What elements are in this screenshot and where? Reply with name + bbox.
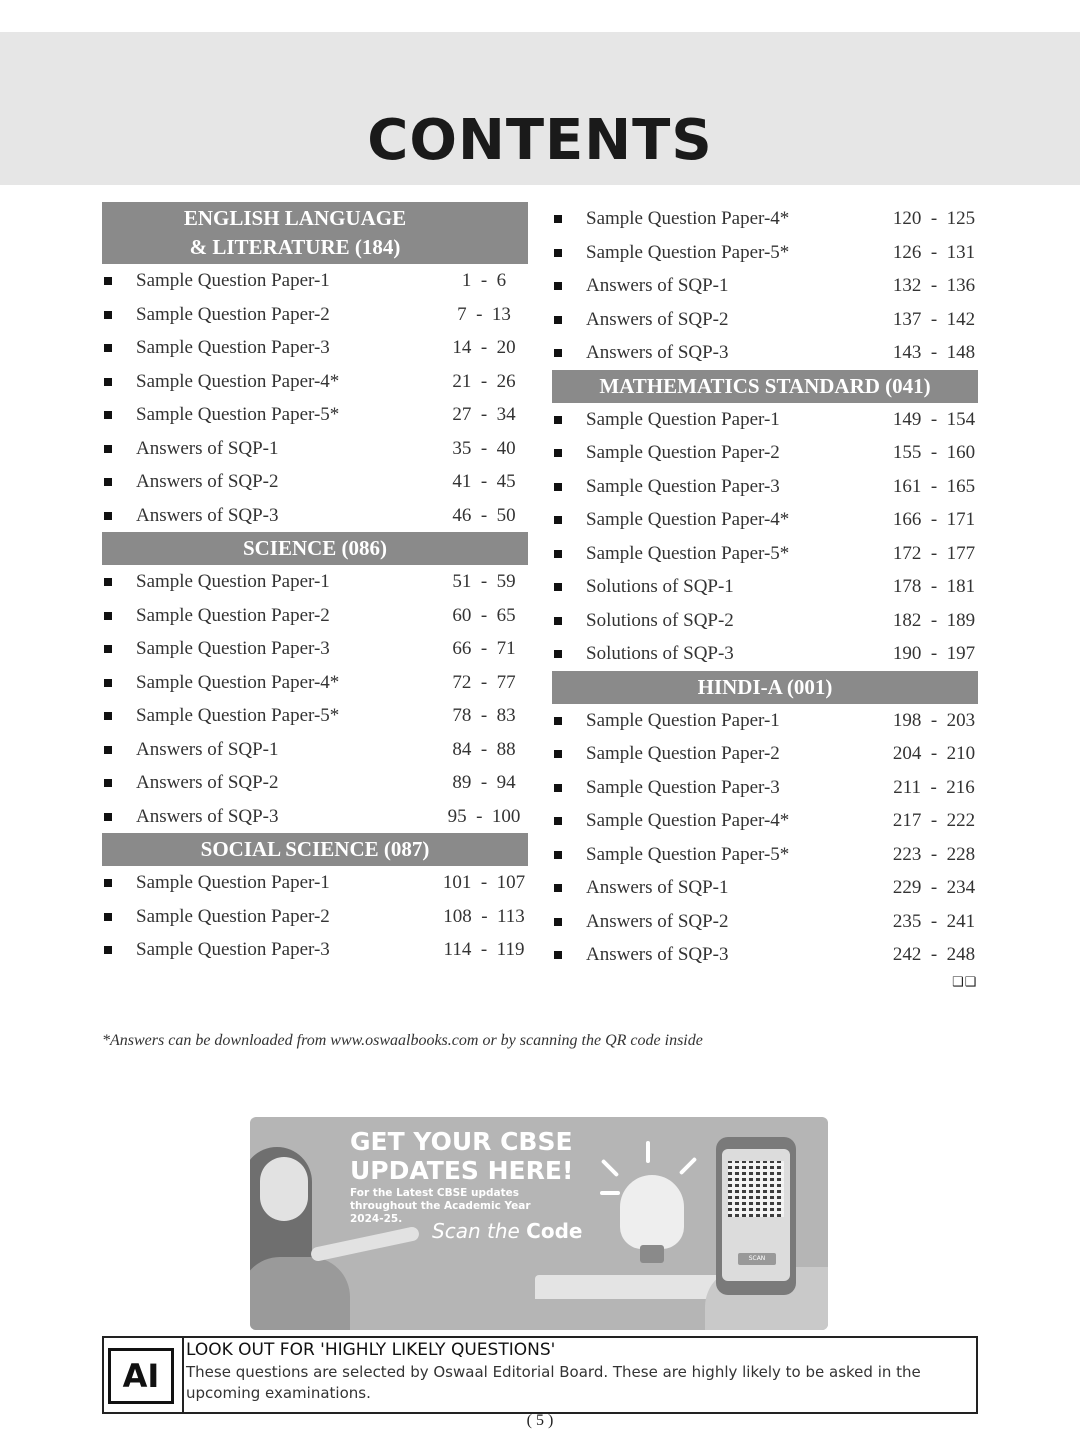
entry-label: Sample Question Paper-5* (136, 705, 340, 726)
square-bullet-icon (554, 449, 562, 457)
contents-entry[interactable] (552, 303, 978, 337)
entry-label: Sample Question Paper-5* (586, 843, 790, 865)
square-bullet-icon (104, 746, 112, 754)
entry-page-range: 132 - 136 (892, 275, 976, 296)
highly-likely-questions-box (102, 1336, 978, 1414)
contents-column-left (102, 202, 528, 967)
light-ray (600, 1191, 620, 1195)
section-heading (102, 532, 528, 565)
entry-page-range: 46 - 50 (452, 504, 516, 526)
entry-label: Sample Question Paper-3 (586, 776, 780, 798)
square-bullet-icon (104, 311, 112, 319)
contents-entry[interactable] (102, 432, 528, 466)
square-bullet-icon (554, 817, 562, 825)
square-bullet-icon (554, 416, 562, 424)
promo-banner[interactable] (250, 1117, 828, 1330)
contents-entry[interactable] (552, 436, 978, 470)
entry-label: Answers of SQP-1 (586, 275, 729, 296)
page-number: ( 5 ) (526, 1412, 554, 1429)
entry-page-range: 78 - 83 (452, 705, 516, 726)
square-bullet-icon (104, 578, 112, 586)
square-bullet-icon (554, 349, 562, 357)
section-heading (552, 671, 978, 704)
contents-entry[interactable] (102, 632, 528, 666)
square-bullet-icon (554, 650, 562, 658)
entry-page-range: 60 - 65 (452, 604, 516, 626)
entry-label: Answers of SQP-2 (586, 308, 729, 330)
entry-label: Sample Question Paper-1 (136, 571, 330, 592)
promo-headline: GET YOUR CBSE UPDATES HERE! (350, 1127, 574, 1185)
entry-page-range: 229 - 234 (892, 877, 976, 898)
entry-label: Answers of SQP-3 (586, 944, 729, 965)
square-bullet-icon (104, 277, 112, 285)
square-bullet-icon (104, 411, 112, 419)
square-bullet-icon (104, 378, 112, 386)
entry-page-range: 114 - 119 (443, 939, 525, 960)
square-bullet-icon (104, 946, 112, 954)
entry-label: Sample Question Paper-2 (136, 905, 330, 927)
entry-label: Answers of SQP-1 (586, 877, 729, 898)
footnote: *Answers can be downloaded from www.oswaalbooks.com or by scanning the QR code inside (102, 1032, 703, 1049)
contents-entry[interactable] (552, 503, 978, 537)
section-heading-line: SCIENCE (086) (242, 536, 388, 560)
contents-entry[interactable] (102, 264, 528, 298)
contents-entry[interactable] (102, 666, 528, 700)
contents-entry[interactable] (102, 699, 528, 733)
square-bullet-icon (554, 617, 562, 625)
contents-entry[interactable] (102, 733, 528, 767)
entry-label: Sample Question Paper-4* (136, 671, 340, 693)
entry-label: Sample Question Paper-3 (136, 337, 330, 358)
contents-entry[interactable] (102, 298, 528, 332)
entry-label: Answers of SQP-1 (136, 738, 279, 760)
section-heading (102, 202, 528, 264)
contents-entry[interactable] (552, 336, 978, 370)
contents-entry[interactable] (102, 398, 528, 432)
contents-entry[interactable] (102, 599, 528, 633)
entry-page-range: 14 - 20 (452, 337, 516, 358)
ai-box-heading: LOOK OUT FOR 'HIGHLY LIKELY QUESTIONS' (186, 1340, 556, 1360)
entry-page-range: 101 - 107 (442, 872, 526, 893)
contents-entry[interactable] (552, 871, 978, 905)
entry-label: Sample Question Paper-4* (136, 370, 340, 392)
entry-label: Sample Question Paper-5* (586, 241, 790, 263)
entry-page-range: 108 - 113 (443, 905, 525, 927)
entry-label: Sample Question Paper-2 (586, 743, 780, 764)
girl-body (250, 1257, 350, 1330)
entry-page-range: 204 - 210 (892, 743, 976, 764)
entry-page-range: 242 - 248 (892, 944, 976, 965)
entry-page-range: 178 - 181 (892, 576, 976, 597)
section-heading-line: MATHEMATICS STANDARD (041) (599, 373, 931, 398)
section-heading (102, 833, 528, 866)
entry-page-range: 72 - 77 (452, 671, 516, 693)
entry-page-range: 137 - 142 (892, 308, 976, 330)
contents-entry[interactable] (552, 938, 978, 972)
entry-page-range: 89 - 94 (452, 772, 516, 793)
square-bullet-icon (554, 550, 562, 558)
entry-label: Sample Question Paper-4* (586, 208, 790, 229)
scan-the-code-text: Scan the Code (432, 1219, 583, 1243)
entry-label: Sample Question Paper-2 (136, 604, 330, 626)
section-heading-line: SOCIAL SCIENCE (087) (200, 837, 430, 861)
qr-code-pattern (728, 1161, 784, 1217)
entry-page-range: 217 - 222 (892, 810, 976, 831)
entry-page-range: 41 - 45 (452, 471, 516, 492)
square-bullet-icon (104, 779, 112, 787)
entry-label: Sample Question Paper-2 (586, 442, 780, 463)
contents-entry[interactable] (552, 269, 978, 303)
entry-label: Sample Question Paper-2 (136, 303, 330, 325)
entry-page-range: 161 - 165 (892, 475, 976, 497)
ai-icon: AI (108, 1348, 174, 1404)
entry-label: Sample Question Paper-3 (136, 939, 330, 960)
square-bullet-icon (554, 282, 562, 290)
contents-entry[interactable] (552, 537, 978, 571)
square-bullet-icon (104, 679, 112, 687)
entry-page-range: 190 - 197 (892, 643, 976, 664)
entry-label: Sample Question Paper-1 (586, 709, 780, 731)
contents-entry[interactable] (102, 565, 528, 599)
entry-page-range: 51 - 59 (452, 571, 516, 592)
contents-entry[interactable] (552, 570, 978, 604)
square-bullet-icon (104, 813, 112, 821)
girl-face (260, 1157, 308, 1221)
entry-label: Solutions of SQP-2 (586, 609, 734, 631)
light-ray (646, 1141, 650, 1163)
square-bullet-icon (104, 612, 112, 620)
square-bullet-icon (554, 918, 562, 926)
square-bullet-icon (104, 478, 112, 486)
entry-label: Answers of SQP-1 (136, 437, 279, 459)
section-heading-line: ENGLISH LANGUAGE (183, 206, 407, 230)
square-bullet-icon (554, 851, 562, 859)
contents-entry[interactable] (102, 766, 528, 800)
entry-label: Sample Question Paper-4* (586, 509, 790, 530)
contents-entry[interactable] (102, 933, 528, 967)
entry-page-range: 66 - 71 (452, 638, 516, 659)
entry-label: Solutions of SQP-1 (586, 576, 734, 597)
entry-page-range: 84 - 88 (452, 738, 516, 760)
square-bullet-icon (554, 316, 562, 324)
entry-page-range: 182 - 189 (892, 609, 976, 631)
entry-page-range: 120 - 125 (892, 208, 976, 229)
contents-entry[interactable] (102, 331, 528, 365)
entry-label: Sample Question Paper-1 (586, 408, 780, 430)
contents-entry[interactable] (102, 900, 528, 934)
end-mark: ❑❑ (952, 975, 978, 990)
entry-page-range: 95 - 100 (447, 805, 521, 827)
entry-page-range: 126 - 131 (892, 241, 976, 263)
square-bullet-icon (554, 717, 562, 725)
pointing-arm (310, 1226, 421, 1263)
entry-page-range: 223 - 228 (892, 843, 976, 865)
contents-entry[interactable] (552, 637, 978, 671)
entry-label: Sample Question Paper-5* (586, 542, 790, 564)
square-bullet-icon (554, 884, 562, 892)
entry-label: Sample Question Paper-1 (136, 872, 330, 893)
entry-label: Sample Question Paper-5* (136, 404, 340, 425)
contents-entry[interactable] (552, 737, 978, 771)
entry-page-range: 149 - 154 (892, 408, 976, 430)
contents-entry[interactable] (552, 704, 978, 738)
entry-page-range: 235 - 241 (892, 910, 976, 932)
square-bullet-icon (104, 913, 112, 921)
contents-entry[interactable] (102, 465, 528, 499)
entry-label: Solutions of SQP-3 (586, 643, 734, 664)
square-bullet-icon (554, 483, 562, 491)
contents-entry[interactable] (102, 365, 528, 399)
entry-label: Answers of SQP-2 (136, 471, 279, 492)
entry-page-range: 155 - 160 (892, 442, 976, 463)
square-bullet-icon (104, 344, 112, 352)
contents-entry[interactable] (552, 470, 978, 504)
square-bullet-icon (554, 215, 562, 223)
entry-page-range: 1 - 6 (461, 270, 507, 291)
entry-label: Sample Question Paper-1 (136, 270, 330, 291)
contents-entry[interactable] (552, 804, 978, 838)
light-ray (601, 1159, 619, 1177)
entry-label: Answers of SQP-2 (136, 772, 279, 793)
entry-page-range: 143 - 148 (892, 342, 976, 363)
square-bullet-icon (104, 512, 112, 520)
entry-page-range: 21 - 26 (452, 370, 516, 392)
contents-entry[interactable] (102, 499, 528, 533)
ai-box-text: These questions are selected by Oswaal Editorial Board. These are highly likely to be asked in the upcoming examinations. (186, 1363, 921, 1402)
entry-label: Sample Question Paper-4* (586, 810, 790, 831)
contents-entry[interactable] (552, 771, 978, 805)
contents-entry[interactable] (102, 800, 528, 834)
entry-label: Answers of SQP-2 (586, 910, 729, 932)
scan-button[interactable]: SCAN (738, 1253, 776, 1265)
contents-entry[interactable] (552, 604, 978, 638)
square-bullet-icon (554, 784, 562, 792)
entry-page-range: 27 - 34 (452, 404, 516, 425)
contents-entry[interactable] (102, 866, 528, 900)
promo-subtext: For the Latest CBSE updates throughout the Academic Year 2024-25. (350, 1187, 531, 1225)
entry-page-range: 35 - 40 (452, 437, 516, 459)
entry-label: Answers of SQP-3 (586, 342, 729, 363)
contents-column-right (552, 202, 978, 972)
square-bullet-icon (104, 645, 112, 653)
open-book-icon (535, 1275, 735, 1299)
entry-label: Answers of SQP-3 (136, 805, 279, 827)
contents-entry[interactable] (552, 403, 978, 437)
entry-page-range: 166 - 171 (892, 509, 976, 530)
contents-entry[interactable] (552, 202, 978, 236)
light-bulb-icon (620, 1175, 684, 1249)
square-bullet-icon (554, 583, 562, 591)
section-heading-line: & LITERATURE (184) (189, 235, 401, 259)
light-bulb-base (640, 1245, 664, 1263)
contents-entry[interactable] (552, 838, 978, 872)
entry-label: Sample Question Paper-3 (136, 638, 330, 659)
square-bullet-icon (554, 750, 562, 758)
entry-page-range: 172 - 177 (892, 542, 976, 564)
entry-label: Sample Question Paper-3 (586, 475, 780, 497)
square-bullet-icon (104, 879, 112, 887)
square-bullet-icon (554, 951, 562, 959)
entry-page-range: 198 - 203 (892, 709, 976, 731)
entry-page-range: 7 - 13 (457, 303, 511, 325)
page-title: CONTENTS (367, 108, 713, 173)
entry-page-range: 211 - 216 (893, 776, 975, 798)
section-heading-line: HINDI-A (001) (697, 674, 833, 699)
entry-label: Answers of SQP-3 (136, 504, 279, 526)
contents-entry[interactable] (552, 905, 978, 939)
contents-entry[interactable] (552, 236, 978, 270)
square-bullet-icon (554, 249, 562, 257)
section-heading (552, 370, 978, 403)
light-ray (679, 1157, 697, 1175)
divider (182, 1338, 184, 1412)
square-bullet-icon (554, 516, 562, 524)
square-bullet-icon (104, 445, 112, 453)
square-bullet-icon (104, 712, 112, 720)
